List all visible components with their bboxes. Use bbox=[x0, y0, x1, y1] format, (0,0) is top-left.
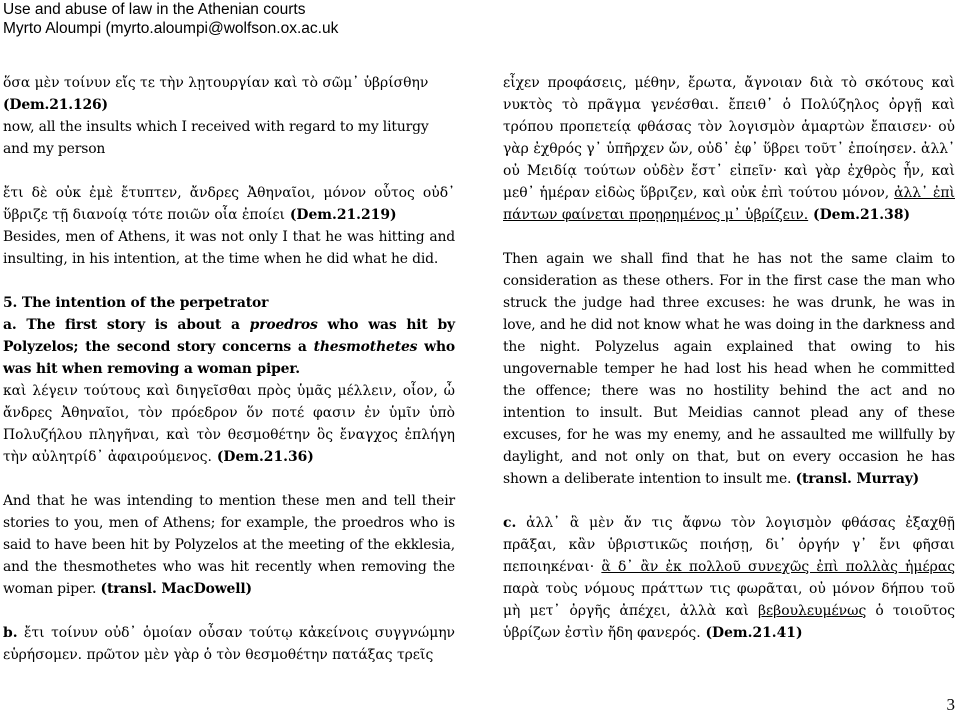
greek-quote-dem-21-219 bbox=[3, 182, 455, 226]
section-heading: 5. The intention of the perpetrator bbox=[3, 295, 269, 311]
greek-quote-dem-21-38 bbox=[503, 72, 955, 226]
translation-text: Then again we shall find that he has not the same claim to consideration as these others. For in the first case the man who struck the judge had three excuses: he was drunk, he was in love, and he did not know what he was doing in the darkness and the night. Polyzelus again explained that owing to his ungovernable temper he had lost his head when he committed the offence; there was no hostility behind the act and no intention to insult. But Meidias cannot plead any of these excuses, for he was my enemy, and he assaulted me willfully by daylight, and not only on that, but on every occasion he has shown a deliberate intention to insult me. bbox=[503, 251, 955, 487]
greek-quote-dem-21-126 bbox=[3, 72, 455, 94]
greek-text: ἀλλ᾽ ἃ μὲν ἄν τις ἄφνω τὸν λογισμὸν φθάσας ἐξαχθῇ πρᾶξαι, κἂν ὑβριστικῶς ποιήσῃ, δι᾽ ὀργήν γ᾽ ἔνι φῆσαι πεποιηκέναι· bbox=[503, 515, 955, 575]
document-header bbox=[3, 0, 338, 38]
greek-text: εἶχεν προφάσεις, μέθην, ἔρωτα, ἄγνοιαν διὰ τὸ σκότους καὶ νυκτὸς τὸ πρᾶγμα γενέσθαι. ἔπειθ᾽ ὁ Πολύζηλος ὀργῇ καὶ τρόπου προπετείᾳ φθάσας τὸν λογισμὸν ἁμαρτὼν ἔπαισεν· οὐ γὰρ ἐχθρός γ᾽ ὑπῆρχεν ὤν, οὐδ᾽ ἐφ᾽ ὕβρει τοῦτ᾽ ἐποίησεν. ἀλλ᾽ οὐ Μειδίᾳ τούτων οὐδὲν ἔστ᾽ εἰπεῖν· καὶ γὰρ ἐχθρὸς ἦν, καὶ μεθ᾽ ἡμέραν εἰδὼς ὕβριζεν, καὶ οὐκ ἐπὶ τούτου μόνον, bbox=[503, 75, 955, 201]
translator-macdowell: (transl. MacDowell) bbox=[100, 581, 252, 597]
translation-dem-21-126: now, all the insults which I received with regard to my liturgy and my person bbox=[3, 119, 429, 157]
translation-text: And that he was intending to mention these men and tell their stories to you, men of Athens; for example, the proedros who is said to have been hit by Polyzelos at the meeting of the ekklesia, and the thesmothetes who was hit recently when removing the woman piper. bbox=[3, 493, 455, 597]
greek-quote-dem-21-36 bbox=[3, 380, 455, 468]
header-author: Myrto Aloumpi (myrto.aloumpi@wolfson.ox.ac.uk bbox=[3, 20, 339, 37]
greek-underlined-text: βεβουλευμένως bbox=[757, 603, 867, 619]
term-thesmothetes: thesmothetes bbox=[313, 339, 418, 355]
greek-text: ὁ τοιοῦτος ὑβρίζων ἐστὶν ἤδη φανερός. bbox=[503, 603, 955, 641]
left-column bbox=[3, 72, 455, 666]
greek-text: ὅσα μὲν τοίνυν εἴς τε τὴν λῃτουργίαν καὶ τὸ σῶμ᾽ ὑβρίσθην bbox=[3, 75, 429, 91]
citation-dem-21-36: (Dem.21.36) bbox=[211, 449, 314, 465]
greek-underlined-text: ἃ δ᾽ ἂν ἐκ πολλοῦ συνεχῶς ἐπὶ πολλὰς ἡμέρας bbox=[601, 559, 955, 575]
point-c bbox=[503, 512, 955, 644]
translation-dem-21-38 bbox=[503, 248, 955, 490]
point-a-suffix: who was hit when removing a woman piper. bbox=[3, 339, 456, 377]
page-number: 3 bbox=[946, 695, 955, 714]
point-b bbox=[3, 622, 455, 666]
point-a bbox=[3, 314, 455, 380]
greek-text: ἔτι τοίνυν οὐδ᾽ ὁμοίαν οὖσαν τούτῳ κἀκείνοις συγγνώμην εὑρήσομεν. πρῶτον μὲν γὰρ ὁ τὸν θεσμοθέτην πατάξας τρεῖς bbox=[3, 625, 455, 663]
right-column bbox=[503, 72, 955, 644]
translator-murray: (transl. Murray) bbox=[795, 471, 920, 487]
greek-text: καὶ λέγειν τούτους καὶ διηγεῖσθαι πρὸς ὑμᾶς μέλλειν, οἷον, ὦ ἄνδρες Ἀθηναῖοι, τὸν πρόεδρον ὅν ποτέ φασιν ἐν ὑμῖν ὑπὸ Πολυζήλου πληγῆναι, καὶ τὸν θεσμοθέτην ὃς ἔναγχος ἐπλήγη τὴν αὐλητρίδ᾽ ἀφαιρούμενος. bbox=[3, 383, 455, 465]
citation-dem-21-41: (Dem.21.41) bbox=[700, 625, 803, 641]
translation-dem-21-36 bbox=[3, 490, 455, 600]
greek-underlined-text: ἀλλ᾽ ἐπὶ πάντων φαίνεται προῃρημένος μ᾽ ὑβρίζειν. bbox=[503, 185, 955, 223]
point-c-label: c. bbox=[503, 515, 517, 531]
point-b-label: b. bbox=[3, 625, 18, 641]
greek-text: ἔτι δὲ οὐκ ἐμὲ ἔτυπτεν, ἄνδρες Ἀθηναῖοι, μόνον οὗτος οὐδ᾽ ὕβριζε τῇ διανοίᾳ τότε ποιῶν οἷα ἐποίει bbox=[3, 185, 455, 223]
citation-dem-21-219: (Dem.21.219) bbox=[285, 207, 397, 223]
term-proedros: proedros bbox=[249, 317, 318, 333]
point-a-mid: who was hit by Polyzelos; the second story concerns a bbox=[3, 317, 455, 355]
header-title: Use and abuse of law in the Athenian courts bbox=[3, 1, 306, 18]
translation-dem-21-219: Besides, men of Athens, it was not only I that he was hitting and insulting, in his intention, at the time when he did what he did. bbox=[3, 229, 455, 267]
citation-dem-21-38: (Dem.21.38) bbox=[808, 207, 911, 223]
citation-dem-21-126: (Dem.21.126) bbox=[3, 97, 108, 113]
greek-text: παρὰ τοὺς νόμους πράττων τις φωρᾶται, οὐ μόνον δήπου τοῦ μὴ μετ᾽ ὀργῆς ἀπέχει, ἀλλὰ καὶ bbox=[503, 581, 955, 619]
point-a-prefix: a. The first story is about a bbox=[3, 317, 250, 333]
